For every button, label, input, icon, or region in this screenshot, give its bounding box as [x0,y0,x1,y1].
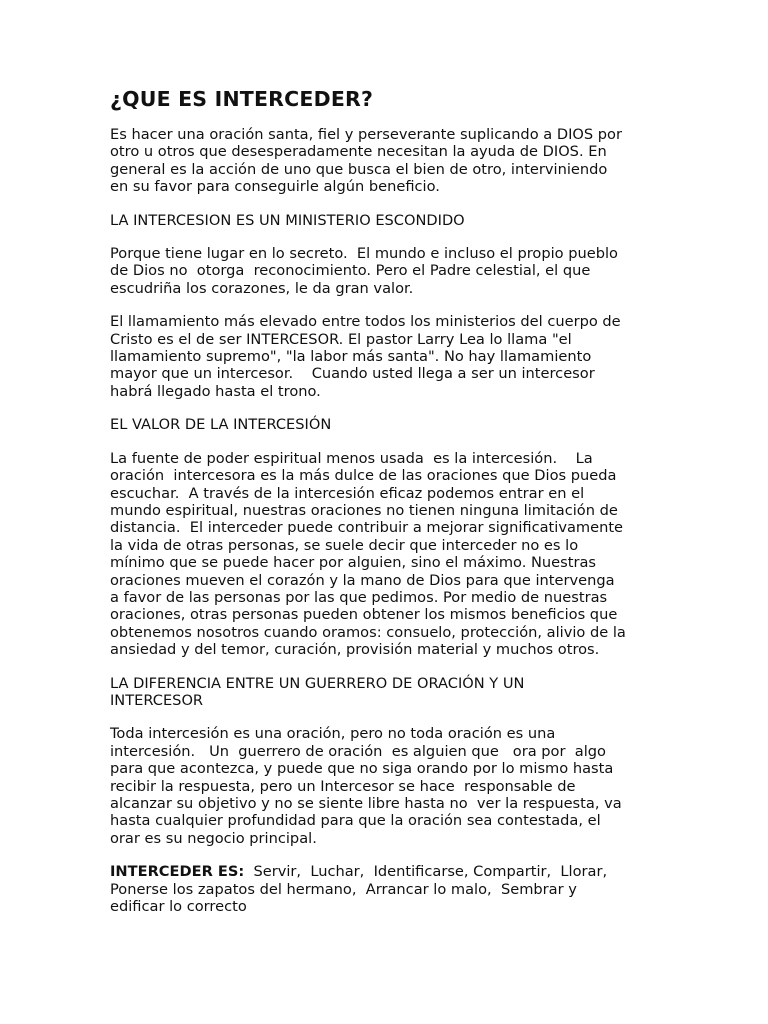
text-line: otro u otros que desesperadamente necesitan la ayuda de DIOS. En [110,143,607,161]
text-line: Porque tiene lugar en lo secreto. El mundo e incluso el propio pueblo [110,245,618,263]
section-heading-ministerio: LA INTERCESION ES UN MINISTERIO ESCONDIDO [110,211,465,229]
section3-paragraph [110,725,670,847]
text-line: oraciones, otras personas pueden obtener los mismos beneficios que [110,606,618,624]
closing-label: INTERCEDER ES: [110,863,245,881]
text-line: recibir la respuesta, pero un Intercesor se hace responsable de [110,777,576,795]
text-line: alcanzar su objetivo y no se siente libre hasta no ver la respuesta, va [110,795,622,812]
heading-line: LA DIFERENCIA ENTRE UN GUERRERO DE ORACIÓN Y UN [110,674,525,692]
section1-paragraph2 [110,313,670,400]
text-line: Toda intercesión es una oración, pero no toda oración es una [110,725,556,743]
text-line: mayor que un intercesor. Cuando usted llega a ser un intercesor [110,365,595,383]
document-page [110,86,670,915]
text-line: escudriña los corazones, le da gran valor. [110,279,414,297]
text-line: distancia. El interceder puede contribuir a mejorar significativamente [110,519,624,537]
text-line: oración intercesora es la más dulce de las oraciones que Dios pueda [110,467,617,485]
intro-paragraph [110,126,670,196]
text-line: habrá llegado hasta el trono. [110,382,321,400]
text-line: a favor de las personas por las que pedimos. Por medio de nuestras [110,588,608,606]
text-line: mínimo que se puede hacer por alguien, sino el máximo. Nuestras [110,554,596,572]
text-line: para que acontezca, y puede que no siga orando por lo mismo hasta [110,760,614,778]
text-line: de Dios no otorga reconocimiento. Pero el Padre celestial, el que [110,262,591,280]
text-line: edificar lo correcto [110,898,247,916]
text-line: Cristo es el de ser INTERCESOR. El pastor Larry Lea lo llama "el [110,330,572,348]
section2-paragraph [110,450,670,659]
text-line: en su favor para conseguirle algún beneficio. [110,178,440,196]
text-line: oraciones mueven el corazón y la mano de Dios para que intervenga [110,571,615,589]
text-line: Ponerse los zapatos del hermano, Arrancar lo malo, Sembrar y [110,880,577,898]
heading-line: INTERCESOR [110,691,204,709]
section1-paragraph1 [110,245,670,297]
closing-text: Servir, Luchar, Identificarse, Compartir, Llorar, [244,863,608,881]
text-line: orar es su negocio principal. [110,829,317,847]
text-line: general es la acción de uno que busca el bien de otro, interviniendo [110,160,608,178]
text-line [110,863,670,880]
text-line: hasta cualquier profundidad para que la oración sea contestada, el [110,812,601,830]
text-line: la vida de otras personas, se suele decir que interceder no es lo [110,536,579,554]
text-line: escuchar. A través de la intercesión eficaz podemos entrar en el [110,484,585,502]
text-line: mundo espiritual, nuestras oraciones no tienen ninguna limitación de [110,501,618,519]
section-heading-valor: EL VALOR DE LA INTERCESIÓN [110,416,332,434]
document-title: ¿QUE ES INTERCEDER? [110,87,374,111]
section-heading-diferencia [110,675,670,710]
text-line: intercesión. Un guerrero de oración es alguien que ora por algo [110,742,606,760]
text-line: La fuente de poder espiritual menos usada es la intercesión. La [110,449,593,467]
text-line: obtenemos nosotros cuando oramos: consuelo, protección, alivio de la [110,623,626,641]
text-line: El llamamiento más elevado entre todos los ministerios del cuerpo de [110,313,621,331]
text-line: Es hacer una oración santa, fiel y perseverante suplicando a DIOS por [110,126,622,143]
text-line: llamamiento supremo", "la labor más santa". No hay llamamiento [110,348,592,366]
text-line: ansiedad y del temor, curación, provisión material y muchos otros. [110,641,600,659]
closing-paragraph [110,863,670,915]
